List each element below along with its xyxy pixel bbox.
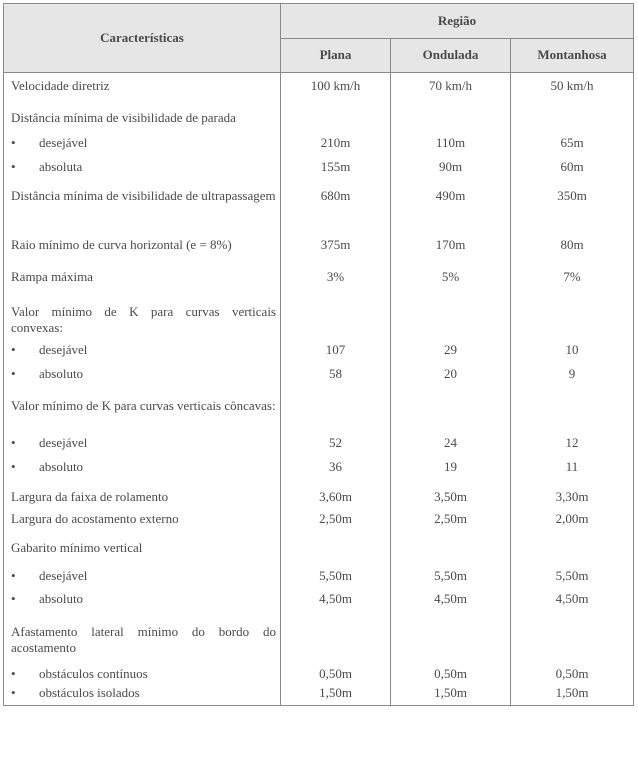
row-label-cell [4,153,281,182]
row-label: Distância mínima de visibilidade de parada [11,109,236,125]
header-montanhosa: Montanhosa [511,38,634,73]
bullet-icon: • [11,134,16,150]
value-ondulada: 20 [391,362,511,392]
table-row [4,392,634,430]
value-ondulada: 5% [391,264,511,297]
table-row [4,264,634,297]
bullet-icon: • [11,590,16,606]
row-label: obstáculos contínuos [39,665,148,681]
value-montanhosa: 10 [511,337,634,362]
value-plana: 5,50m [281,563,391,589]
row-label-cell [4,563,281,589]
row-label-cell [4,73,281,103]
row-label: desejável [39,434,88,450]
table-row [4,660,634,682]
table-row [4,337,634,362]
value-ondulada: 0,50m [391,660,511,682]
value-ondulada: 29 [391,337,511,362]
row-label: Afastamento lateral mínimo do bordo do acostamento [11,623,276,655]
row-label-cell [4,660,281,682]
value-montanhosa: 3,30m [511,485,634,509]
header-plana: Plana [281,38,391,73]
bullet-icon: • [11,434,16,450]
value-plana [281,103,391,128]
value-plana: 3,60m [281,485,391,509]
row-label-cell [4,589,281,620]
value-montanhosa: 2,00m [511,509,634,536]
value-montanhosa: 350m [511,182,634,230]
row-label: Valor mínimo de K para curvas verticais convexas: [11,303,276,335]
value-montanhosa [511,103,634,128]
value-montanhosa: 80m [511,230,634,264]
value-montanhosa: 4,50m [511,589,634,620]
value-ondulada: 90m [391,153,511,182]
table-row [4,362,634,392]
header-regiao: Região [281,4,634,39]
road-characteristics-table [3,3,634,706]
row-label: absoluto [39,590,84,606]
value-plana: 36 [281,455,391,485]
value-plana [281,392,391,430]
row-label: desejável [39,567,88,583]
value-ondulada: 5,50m [391,563,511,589]
value-montanhosa: 65m [511,128,634,153]
bullet-icon: • [11,365,16,381]
table-row [4,128,634,153]
value-plana: 210m [281,128,391,153]
row-label: absoluta [39,158,83,174]
table-row [4,589,634,620]
table-row [4,297,634,337]
value-montanhosa [511,392,634,430]
row-label-cell [4,536,281,563]
table-header [4,4,634,73]
value-ondulada [391,297,511,337]
value-ondulada: 70 km/h [391,73,511,103]
value-montanhosa: 1,50m [511,682,634,706]
value-plana: 107 [281,337,391,362]
value-montanhosa: 5,50m [511,563,634,589]
row-label-cell [4,509,281,536]
value-plana: 100 km/h [281,73,391,103]
value-ondulada: 2,50m [391,509,511,536]
table-row [4,103,634,128]
row-label-cell [4,620,281,660]
value-ondulada: 1,50m [391,682,511,706]
table-row [4,509,634,536]
value-plana: 4,50m [281,589,391,620]
table-body [4,73,634,706]
value-ondulada: 110m [391,128,511,153]
row-label-cell [4,264,281,297]
value-montanhosa [511,620,634,660]
value-montanhosa [511,297,634,337]
value-plana [281,297,391,337]
value-plana [281,536,391,563]
row-label: Gabarito mínimo vertical [11,539,143,555]
value-plana: 680m [281,182,391,230]
row-label-cell [4,230,281,264]
row-label-cell [4,430,281,455]
table-row [4,153,634,182]
row-label: Largura da faixa de rolamento [11,488,169,504]
table-row [4,485,634,509]
value-ondulada: 4,50m [391,589,511,620]
value-montanhosa: 50 km/h [511,73,634,103]
value-ondulada: 24 [391,430,511,455]
row-label-cell [4,682,281,706]
row-label-cell [4,297,281,337]
table-row [4,682,634,706]
bullet-icon: • [11,665,16,681]
table-row [4,536,634,563]
table-row [4,455,634,485]
value-plana: 3% [281,264,391,297]
value-montanhosa [511,536,634,563]
value-plana: 52 [281,430,391,455]
row-label: desejável [39,134,88,150]
value-montanhosa: 11 [511,455,634,485]
table-row [4,182,634,230]
value-ondulada [391,536,511,563]
bullet-icon: • [11,684,16,700]
bullet-icon: • [11,458,16,474]
row-label-cell [4,337,281,362]
value-ondulada: 490m [391,182,511,230]
value-ondulada [391,103,511,128]
header-caracteristicas: Características [4,4,281,73]
row-label-cell [4,182,281,230]
value-plana: 155m [281,153,391,182]
value-ondulada [391,620,511,660]
row-label: Raio mínimo de curva horizontal (e = 8%) [11,236,232,252]
table-row [4,73,634,103]
row-label-cell [4,103,281,128]
value-plana: 58 [281,362,391,392]
value-plana [281,620,391,660]
value-plana: 1,50m [281,682,391,706]
value-ondulada: 3,50m [391,485,511,509]
row-label: Velocidade diretriz [11,78,110,93]
bullet-icon: • [11,158,16,174]
bullet-icon: • [11,567,16,583]
value-montanhosa: 12 [511,430,634,455]
row-label: Valor mínimo de K para curvas verticais côncavas: [11,397,276,413]
row-label-cell [4,485,281,509]
row-label: Largura do acostamento externo [11,510,179,526]
row-label: absoluto [39,365,84,381]
table-row [4,620,634,660]
header-ondulada: Ondulada [391,38,511,73]
value-montanhosa: 9 [511,362,634,392]
value-plana: 0,50m [281,660,391,682]
value-montanhosa: 60m [511,153,634,182]
value-montanhosa: 0,50m [511,660,634,682]
row-label: desejável [39,341,88,357]
row-label: obstáculos isolados [39,684,140,700]
row-label: Distância mínima de visibilidade de ultrapassagem [11,187,276,203]
row-label-cell [4,128,281,153]
table-row [4,563,634,589]
bullet-icon: • [11,341,16,357]
value-plana: 2,50m [281,509,391,536]
table-row [4,230,634,264]
value-montanhosa: 7% [511,264,634,297]
row-label: absoluto [39,458,84,474]
row-label: Rampa máxima [11,268,93,284]
table-row [4,430,634,455]
row-label-cell [4,455,281,485]
value-ondulada [391,392,511,430]
value-ondulada: 170m [391,230,511,264]
value-plana: 375m [281,230,391,264]
row-label-cell [4,392,281,430]
value-ondulada: 19 [391,455,511,485]
row-label-cell [4,362,281,392]
